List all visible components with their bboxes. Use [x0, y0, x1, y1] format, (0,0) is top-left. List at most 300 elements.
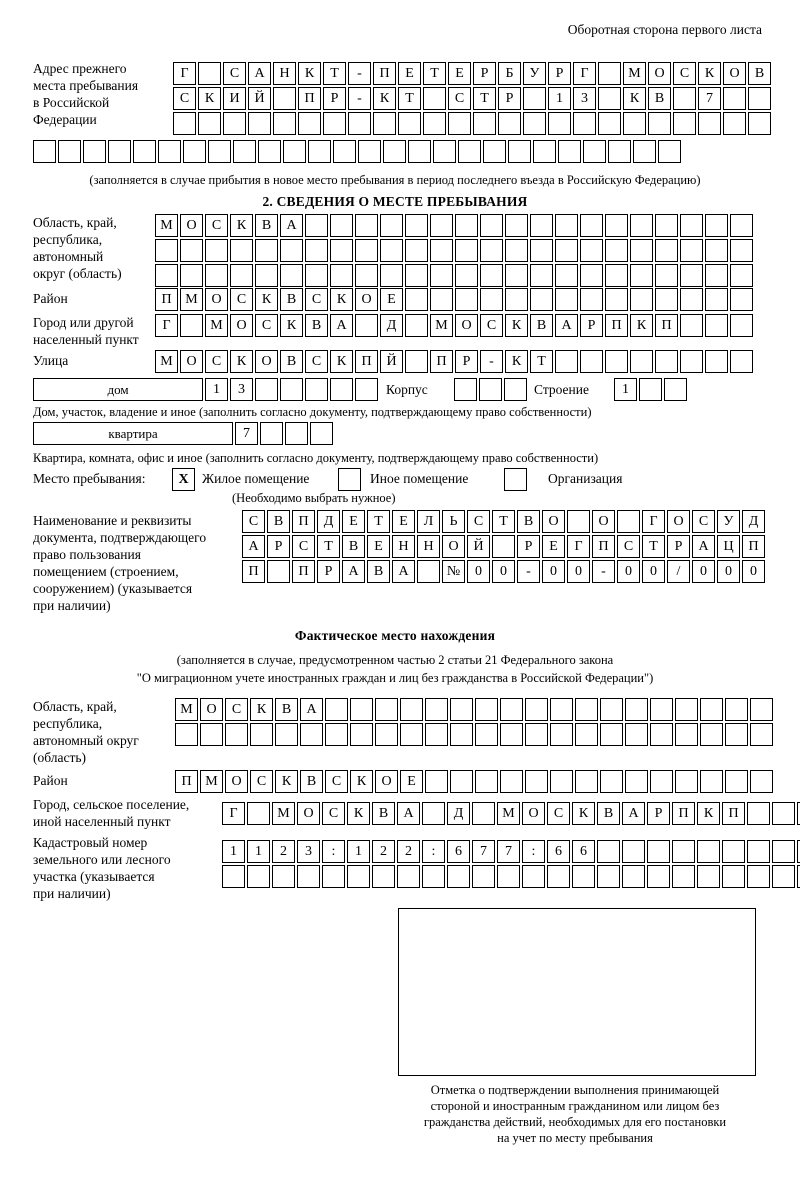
char-cell[interactable]	[348, 112, 371, 135]
char-cell[interactable]: 0	[492, 560, 515, 583]
char-cell[interactable]: О	[225, 770, 248, 793]
char-cell[interactable]	[523, 87, 546, 110]
char-cell[interactable]	[447, 865, 470, 888]
char-cell[interactable]	[597, 840, 620, 863]
char-cell[interactable]	[180, 264, 203, 287]
char-cell[interactable]: П	[722, 802, 745, 825]
char-cell[interactable]: О	[180, 350, 203, 373]
char-cell[interactable]: 0	[692, 560, 715, 583]
char-cell[interactable]	[747, 865, 770, 888]
char-cell[interactable]: В	[267, 510, 290, 533]
char-cell[interactable]	[285, 422, 308, 445]
char-cell[interactable]: Н	[273, 62, 296, 85]
stamp-box[interactable]	[398, 908, 756, 1076]
char-cell[interactable]	[650, 723, 673, 746]
char-cell[interactable]: К	[298, 62, 321, 85]
char-cell[interactable]: К	[698, 62, 721, 85]
char-cell[interactable]: О	[230, 314, 253, 337]
char-cell[interactable]: О	[455, 314, 478, 337]
char-cell[interactable]	[180, 239, 203, 262]
char-cell[interactable]	[479, 378, 502, 401]
char-cell[interactable]	[747, 840, 770, 863]
char-cell[interactable]: М	[155, 214, 178, 237]
char-cell[interactable]: А	[242, 535, 265, 558]
checkbox-organization[interactable]	[504, 468, 527, 491]
char-cell[interactable]	[330, 239, 353, 262]
document-cells[interactable]	[242, 510, 767, 585]
char-cell[interactable]: А	[248, 62, 271, 85]
char-cell[interactable]: №	[442, 560, 465, 583]
char-cell[interactable]	[373, 112, 396, 135]
char-cell[interactable]	[405, 288, 428, 311]
char-cell[interactable]: 3	[297, 840, 320, 863]
char-cell[interactable]	[525, 723, 548, 746]
char-cell[interactable]	[705, 288, 728, 311]
char-cell[interactable]: А	[392, 560, 415, 583]
char-cell[interactable]: Д	[447, 802, 470, 825]
char-cell[interactable]: Т	[317, 535, 340, 558]
char-cell[interactable]: 0	[467, 560, 490, 583]
char-cell[interactable]	[672, 840, 695, 863]
char-cell[interactable]	[255, 378, 278, 401]
char-cell[interactable]: П	[292, 510, 315, 533]
char-cell[interactable]: Р	[317, 560, 340, 583]
char-cell[interactable]	[705, 314, 728, 337]
char-cell[interactable]: П	[605, 314, 628, 337]
char-cell[interactable]	[258, 140, 281, 163]
char-cell[interactable]: К	[280, 314, 303, 337]
char-cell[interactable]: С	[205, 350, 228, 373]
char-cell[interactable]	[725, 698, 748, 721]
char-cell[interactable]	[750, 770, 773, 793]
char-cell[interactable]: П	[672, 802, 695, 825]
char-cell[interactable]: 1	[222, 840, 245, 863]
char-cell[interactable]	[650, 770, 673, 793]
char-cell[interactable]	[422, 865, 445, 888]
char-cell[interactable]: 6	[572, 840, 595, 863]
char-cell[interactable]	[408, 140, 431, 163]
flat-cells[interactable]	[235, 422, 335, 447]
char-cell[interactable]	[375, 698, 398, 721]
char-cell[interactable]	[680, 214, 703, 237]
actual-district-cells[interactable]	[175, 770, 775, 795]
char-cell[interactable]	[430, 264, 453, 287]
char-cell[interactable]: В	[530, 314, 553, 337]
char-cell[interactable]: М	[497, 802, 520, 825]
char-cell[interactable]: Т	[492, 510, 515, 533]
char-cell[interactable]	[275, 723, 298, 746]
char-cell[interactable]	[547, 865, 570, 888]
char-cell[interactable]	[475, 723, 498, 746]
char-cell[interactable]	[772, 802, 795, 825]
char-cell[interactable]	[325, 723, 348, 746]
char-cell[interactable]	[598, 87, 621, 110]
char-cell[interactable]	[273, 112, 296, 135]
char-cell[interactable]: А	[692, 535, 715, 558]
char-cell[interactable]: М	[272, 802, 295, 825]
char-cell[interactable]: С	[325, 770, 348, 793]
char-cell[interactable]: П	[655, 314, 678, 337]
char-cell[interactable]	[355, 378, 378, 401]
char-cell[interactable]	[200, 723, 223, 746]
char-cell[interactable]	[598, 112, 621, 135]
char-cell[interactable]: А	[397, 802, 420, 825]
char-cell[interactable]	[475, 698, 498, 721]
char-cell[interactable]	[605, 264, 628, 287]
char-cell[interactable]: К	[623, 87, 646, 110]
actual-region-cells[interactable]	[175, 698, 775, 748]
char-cell[interactable]: Е	[342, 510, 365, 533]
char-cell[interactable]: Г	[222, 802, 245, 825]
char-cell[interactable]	[680, 264, 703, 287]
char-cell[interactable]	[355, 314, 378, 337]
char-cell[interactable]	[133, 140, 156, 163]
region-cells[interactable]	[155, 214, 755, 289]
char-cell[interactable]: В	[372, 802, 395, 825]
char-cell[interactable]	[383, 140, 406, 163]
char-cell[interactable]: С	[305, 288, 328, 311]
char-cell[interactable]: К	[330, 288, 353, 311]
char-cell[interactable]: А	[330, 314, 353, 337]
char-cell[interactable]	[222, 865, 245, 888]
char-cell[interactable]	[155, 239, 178, 262]
char-cell[interactable]: М	[155, 350, 178, 373]
char-cell[interactable]	[498, 112, 521, 135]
char-cell[interactable]	[425, 770, 448, 793]
char-cell[interactable]	[417, 560, 440, 583]
char-cell[interactable]	[405, 239, 428, 262]
char-cell[interactable]	[567, 510, 590, 533]
char-cell[interactable]: В	[342, 535, 365, 558]
char-cell[interactable]	[308, 140, 331, 163]
char-cell[interactable]	[648, 112, 671, 135]
char-cell[interactable]	[730, 350, 753, 373]
char-cell[interactable]: 1	[614, 378, 637, 401]
char-cell[interactable]	[580, 214, 603, 237]
char-cell[interactable]: Р	[455, 350, 478, 373]
char-cell[interactable]: С	[225, 698, 248, 721]
char-cell[interactable]: О	[542, 510, 565, 533]
char-cell[interactable]	[108, 140, 131, 163]
char-cell[interactable]	[697, 865, 720, 888]
char-cell[interactable]	[555, 264, 578, 287]
char-cell[interactable]: Т	[323, 62, 346, 85]
char-cell[interactable]	[730, 239, 753, 262]
char-cell[interactable]	[355, 214, 378, 237]
char-cell[interactable]: Ц	[717, 535, 740, 558]
char-cell[interactable]	[617, 510, 640, 533]
char-cell[interactable]	[322, 865, 345, 888]
char-cell[interactable]	[655, 239, 678, 262]
char-cell[interactable]	[580, 350, 603, 373]
char-cell[interactable]	[672, 865, 695, 888]
char-cell[interactable]	[655, 288, 678, 311]
char-cell[interactable]	[455, 288, 478, 311]
char-cell[interactable]	[555, 239, 578, 262]
char-cell[interactable]	[198, 62, 221, 85]
char-cell[interactable]: В	[300, 770, 323, 793]
char-cell[interactable]: Д	[742, 510, 765, 533]
char-cell[interactable]	[480, 288, 503, 311]
char-cell[interactable]: :	[422, 840, 445, 863]
char-cell[interactable]: Д	[317, 510, 340, 533]
char-cell[interactable]	[83, 140, 106, 163]
char-cell[interactable]	[158, 140, 181, 163]
char-cell[interactable]	[325, 698, 348, 721]
char-cell[interactable]	[380, 264, 403, 287]
char-cell[interactable]	[600, 723, 623, 746]
char-cell[interactable]: П	[742, 535, 765, 558]
char-cell[interactable]	[725, 770, 748, 793]
char-cell[interactable]: С	[692, 510, 715, 533]
char-cell[interactable]: 1	[347, 840, 370, 863]
char-cell[interactable]	[625, 698, 648, 721]
char-cell[interactable]	[705, 264, 728, 287]
prev-address-cells[interactable]	[173, 62, 773, 137]
actual-city-cells[interactable]	[222, 802, 800, 827]
char-cell[interactable]: 1	[247, 840, 270, 863]
char-cell[interactable]	[580, 239, 603, 262]
char-cell[interactable]: О	[592, 510, 615, 533]
char-cell[interactable]: Р	[580, 314, 603, 337]
char-cell[interactable]	[630, 239, 653, 262]
char-cell[interactable]	[600, 698, 623, 721]
char-cell[interactable]	[605, 214, 628, 237]
char-cell[interactable]: Р	[473, 62, 496, 85]
char-cell[interactable]: Б	[498, 62, 521, 85]
char-cell[interactable]: С	[255, 314, 278, 337]
char-cell[interactable]	[330, 378, 353, 401]
char-cell[interactable]	[283, 140, 306, 163]
char-cell[interactable]	[405, 214, 428, 237]
char-cell[interactable]	[380, 214, 403, 237]
char-cell[interactable]: Р	[647, 802, 670, 825]
char-cell[interactable]	[280, 264, 303, 287]
char-cell[interactable]: С	[205, 214, 228, 237]
char-cell[interactable]	[723, 112, 746, 135]
char-cell[interactable]	[155, 264, 178, 287]
char-cell[interactable]: Т	[423, 62, 446, 85]
char-cell[interactable]	[425, 698, 448, 721]
char-cell[interactable]	[208, 140, 231, 163]
char-cell[interactable]	[423, 87, 446, 110]
char-cell[interactable]: С	[617, 535, 640, 558]
char-cell[interactable]: А	[555, 314, 578, 337]
char-cell[interactable]: Т	[398, 87, 421, 110]
char-cell[interactable]: М	[175, 698, 198, 721]
char-cell[interactable]: М	[430, 314, 453, 337]
char-cell[interactable]: Р	[517, 535, 540, 558]
char-cell[interactable]	[458, 140, 481, 163]
char-cell[interactable]	[473, 112, 496, 135]
char-cell[interactable]	[575, 698, 598, 721]
char-cell[interactable]	[583, 140, 606, 163]
char-cell[interactable]	[705, 239, 728, 262]
char-cell[interactable]: П	[175, 770, 198, 793]
char-cell[interactable]: К	[330, 350, 353, 373]
char-cell[interactable]: Р	[548, 62, 571, 85]
char-cell[interactable]: С	[673, 62, 696, 85]
char-cell[interactable]: А	[342, 560, 365, 583]
char-cell[interactable]: Д	[380, 314, 403, 337]
char-cell[interactable]: С	[173, 87, 196, 110]
char-cell[interactable]	[247, 802, 270, 825]
char-cell[interactable]: С	[467, 510, 490, 533]
char-cell[interactable]	[430, 239, 453, 262]
char-cell[interactable]	[58, 140, 81, 163]
char-cell[interactable]	[355, 264, 378, 287]
char-cell[interactable]: П	[355, 350, 378, 373]
char-cell[interactable]	[705, 214, 728, 237]
char-cell[interactable]	[725, 723, 748, 746]
char-cell[interactable]	[639, 378, 662, 401]
char-cell[interactable]	[480, 239, 503, 262]
char-cell[interactable]	[605, 239, 628, 262]
char-cell[interactable]: :	[522, 840, 545, 863]
char-cell[interactable]	[355, 239, 378, 262]
char-cell[interactable]: В	[275, 698, 298, 721]
char-cell[interactable]	[655, 350, 678, 373]
char-cell[interactable]: 0	[567, 560, 590, 583]
char-cell[interactable]: П	[298, 87, 321, 110]
char-cell[interactable]: Г	[573, 62, 596, 85]
char-cell[interactable]	[730, 314, 753, 337]
char-cell[interactable]: К	[255, 288, 278, 311]
char-cell[interactable]	[525, 698, 548, 721]
char-cell[interactable]: Е	[380, 288, 403, 311]
char-cell[interactable]: В	[367, 560, 390, 583]
char-cell[interactable]	[675, 770, 698, 793]
char-cell[interactable]	[630, 214, 653, 237]
char-cell[interactable]	[730, 214, 753, 237]
char-cell[interactable]: П	[373, 62, 396, 85]
char-cell[interactable]: Т	[642, 535, 665, 558]
char-cell[interactable]	[483, 140, 506, 163]
char-cell[interactable]	[423, 112, 446, 135]
char-cell[interactable]	[500, 723, 523, 746]
char-cell[interactable]	[573, 112, 596, 135]
char-cell[interactable]: В	[280, 350, 303, 373]
char-cell[interactable]	[397, 865, 420, 888]
char-cell[interactable]	[605, 350, 628, 373]
char-cell[interactable]	[505, 288, 528, 311]
char-cell[interactable]	[772, 865, 795, 888]
char-cell[interactable]	[530, 288, 553, 311]
char-cell[interactable]	[575, 723, 598, 746]
char-cell[interactable]	[630, 264, 653, 287]
char-cell[interactable]	[450, 770, 473, 793]
char-cell[interactable]	[680, 314, 703, 337]
char-cell[interactable]: К	[350, 770, 373, 793]
char-cell[interactable]	[597, 865, 620, 888]
char-cell[interactable]: К	[505, 350, 528, 373]
char-cell[interactable]	[298, 112, 321, 135]
char-cell[interactable]	[558, 140, 581, 163]
char-cell[interactable]	[523, 112, 546, 135]
prev-address-cells-row4[interactable]	[33, 140, 683, 165]
char-cell[interactable]: С	[305, 350, 328, 373]
char-cell[interactable]	[680, 288, 703, 311]
char-cell[interactable]: 3	[230, 378, 253, 401]
char-cell[interactable]	[183, 140, 206, 163]
char-cell[interactable]: У	[717, 510, 740, 533]
char-cell[interactable]: Е	[398, 62, 421, 85]
char-cell[interactable]	[600, 770, 623, 793]
char-cell[interactable]	[233, 140, 256, 163]
char-cell[interactable]	[430, 214, 453, 237]
char-cell[interactable]: П	[155, 288, 178, 311]
korpus-cells[interactable]	[454, 378, 529, 403]
char-cell[interactable]: С	[230, 288, 253, 311]
char-cell[interactable]	[250, 723, 273, 746]
char-cell[interactable]: О	[297, 802, 320, 825]
char-cell[interactable]	[698, 112, 721, 135]
char-cell[interactable]: К	[572, 802, 595, 825]
char-cell[interactable]: 0	[542, 560, 565, 583]
district-cells[interactable]	[155, 288, 755, 313]
checkbox-other-premises[interactable]	[338, 468, 361, 491]
char-cell[interactable]	[508, 140, 531, 163]
char-cell[interactable]	[533, 140, 556, 163]
char-cell[interactable]	[305, 239, 328, 262]
char-cell[interactable]: Т	[367, 510, 390, 533]
char-cell[interactable]	[658, 140, 681, 163]
char-cell[interactable]: Й	[467, 535, 490, 558]
char-cell[interactable]	[630, 350, 653, 373]
char-cell[interactable]: К	[230, 350, 253, 373]
char-cell[interactable]: П	[430, 350, 453, 373]
char-cell[interactable]: Е	[392, 510, 415, 533]
char-cell[interactable]: 6	[547, 840, 570, 863]
char-cell[interactable]: -	[348, 87, 371, 110]
char-cell[interactable]: В	[597, 802, 620, 825]
char-cell[interactable]	[622, 840, 645, 863]
char-cell[interactable]: О	[375, 770, 398, 793]
char-cell[interactable]: К	[373, 87, 396, 110]
char-cell[interactable]	[722, 840, 745, 863]
char-cell[interactable]: П	[592, 535, 615, 558]
char-cell[interactable]: Й	[248, 87, 271, 110]
char-cell[interactable]: Г	[567, 535, 590, 558]
char-cell[interactable]	[400, 723, 423, 746]
char-cell[interactable]	[605, 288, 628, 311]
char-cell[interactable]	[405, 264, 428, 287]
char-cell[interactable]	[664, 378, 687, 401]
char-cell[interactable]	[405, 314, 428, 337]
char-cell[interactable]: Р	[667, 535, 690, 558]
char-cell[interactable]	[430, 288, 453, 311]
char-cell[interactable]	[650, 698, 673, 721]
char-cell[interactable]	[480, 264, 503, 287]
char-cell[interactable]	[358, 140, 381, 163]
char-cell[interactable]	[680, 239, 703, 262]
char-cell[interactable]	[173, 112, 196, 135]
char-cell[interactable]	[675, 698, 698, 721]
char-cell[interactable]	[310, 422, 333, 445]
char-cell[interactable]	[575, 770, 598, 793]
char-cell[interactable]: Ь	[442, 510, 465, 533]
char-cell[interactable]	[748, 112, 771, 135]
char-cell[interactable]	[722, 865, 745, 888]
char-cell[interactable]: О	[648, 62, 671, 85]
char-cell[interactable]	[230, 264, 253, 287]
char-cell[interactable]: Е	[448, 62, 471, 85]
char-cell[interactable]	[530, 214, 553, 237]
char-cell[interactable]	[305, 214, 328, 237]
char-cell[interactable]	[492, 535, 515, 558]
char-cell[interactable]: Г	[642, 510, 665, 533]
char-cell[interactable]: В	[748, 62, 771, 85]
